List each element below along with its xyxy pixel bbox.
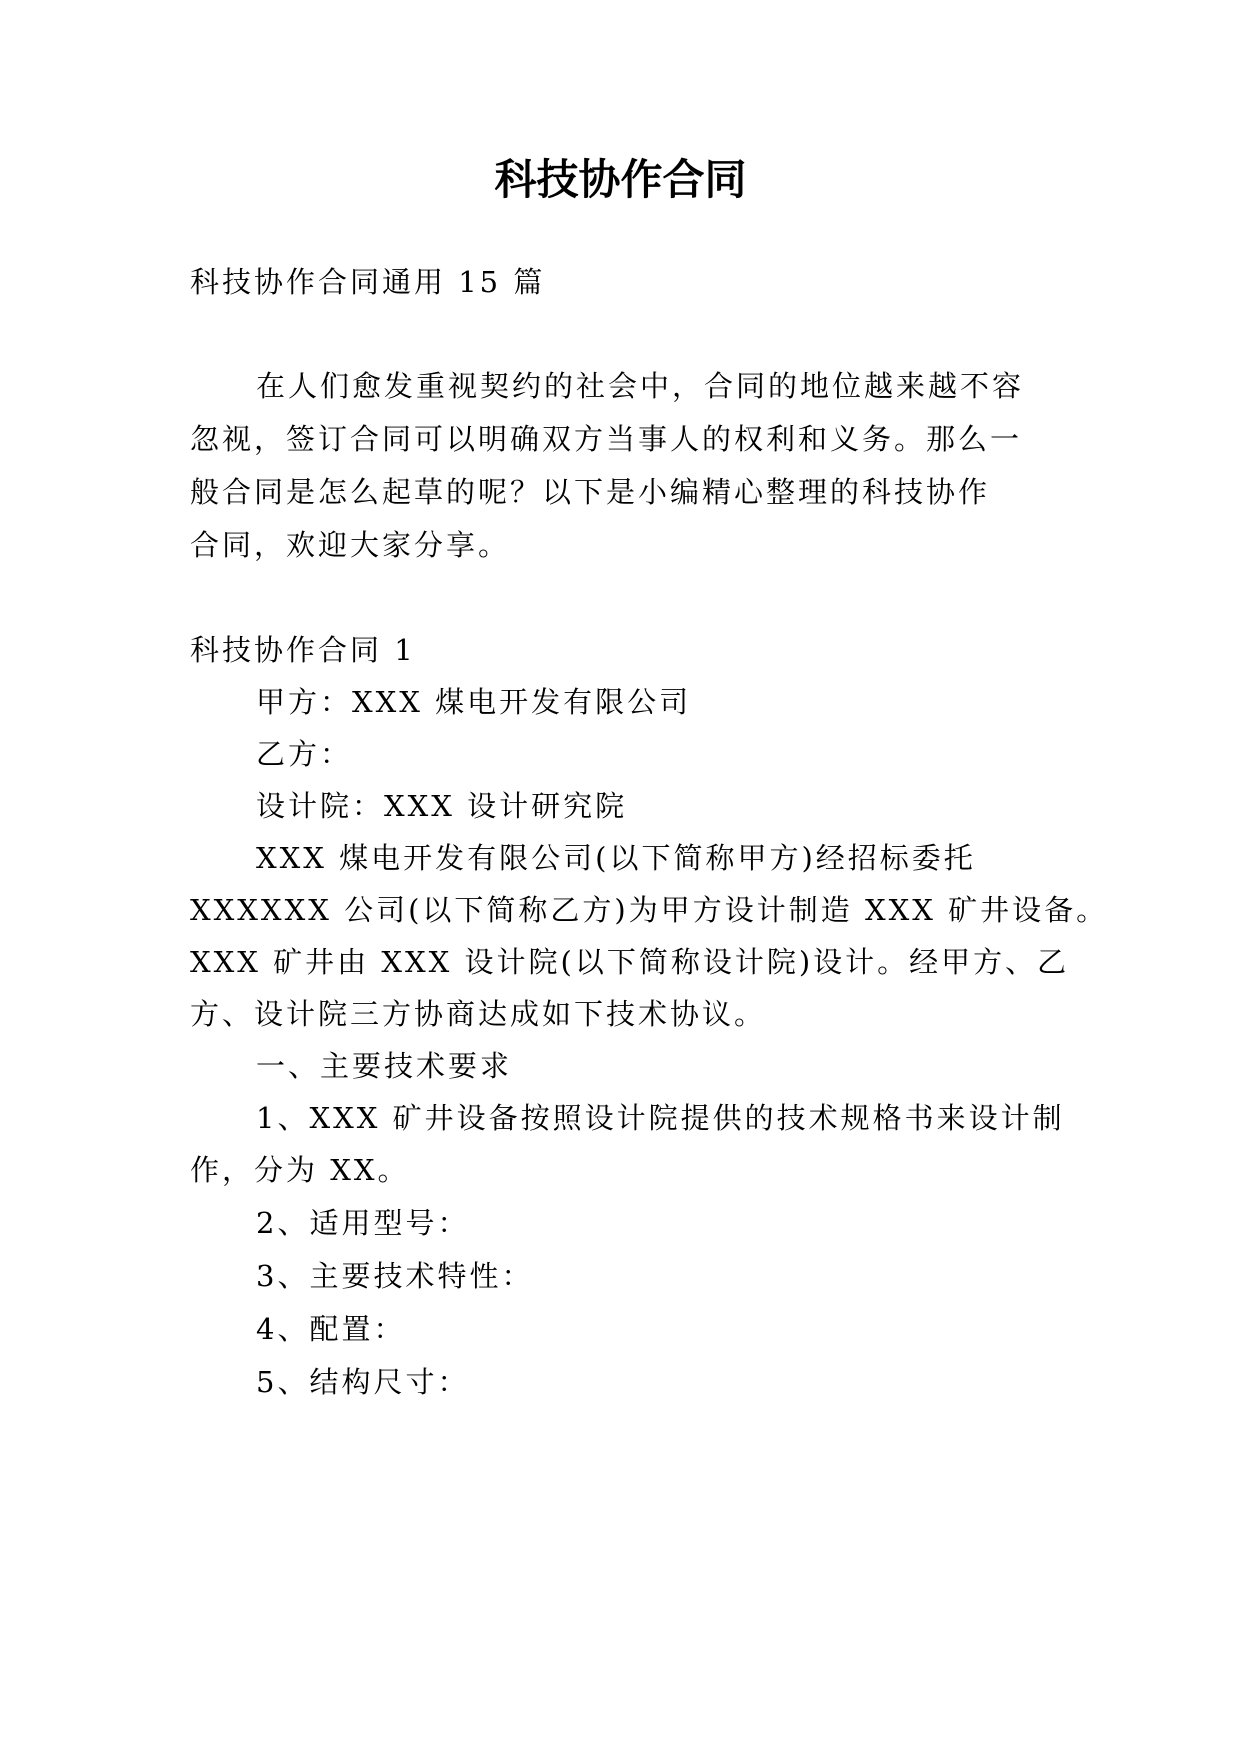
- document-title: 科技协作合同: [494, 155, 747, 204]
- item1-line-1: 1、XXX 矿井设备按照设计院提供的技术规格书来设计制: [256, 1101, 1065, 1135]
- document-subtitle: 科技协作合同通用 15 篇: [190, 265, 546, 299]
- intro-line-2: 忽视，签订合同可以明确双方当事人的权利和义务。那么一: [190, 422, 1023, 456]
- party-a: 甲方：XXX 煤电开发有限公司: [256, 685, 692, 719]
- body-line-1: XXX 煤电开发有限公司(以下简称甲方)经招标委托: [256, 841, 976, 875]
- party-b: 乙方：: [256, 737, 353, 771]
- body-line-4: 方、设计院三方协商达成如下技术协议。: [190, 997, 767, 1031]
- intro-line-3: 般合同是怎么起草的呢？以下是小编精心整理的科技协作: [190, 475, 991, 509]
- item4: 4、配置：: [256, 1312, 406, 1346]
- item3: 3、主要技术特性：: [256, 1259, 534, 1293]
- body-line-3: XXX 矿井由 XXX 设计院(以下简称设计院)设计。经甲方、乙: [190, 945, 1070, 979]
- item1-line-2: 作，分为 XX。: [190, 1153, 410, 1187]
- requirements-heading: 一、主要技术要求: [256, 1049, 513, 1083]
- design-institute: 设计院：XXX 设计研究院: [256, 789, 628, 823]
- item2: 2、适用型号：: [256, 1206, 470, 1240]
- section-heading: 科技协作合同 1: [190, 633, 416, 667]
- intro-line-1: 在人们愈发重视契约的社会中，合同的地位越来越不容: [256, 369, 1025, 403]
- intro-line-4: 合同，欢迎大家分享。: [190, 528, 511, 562]
- body-line-2: XXXXXX 公司(以下简称乙方)为甲方设计制造 XXX 矿井设备。: [190, 893, 1109, 927]
- item5: 5、结构尺寸：: [256, 1365, 470, 1399]
